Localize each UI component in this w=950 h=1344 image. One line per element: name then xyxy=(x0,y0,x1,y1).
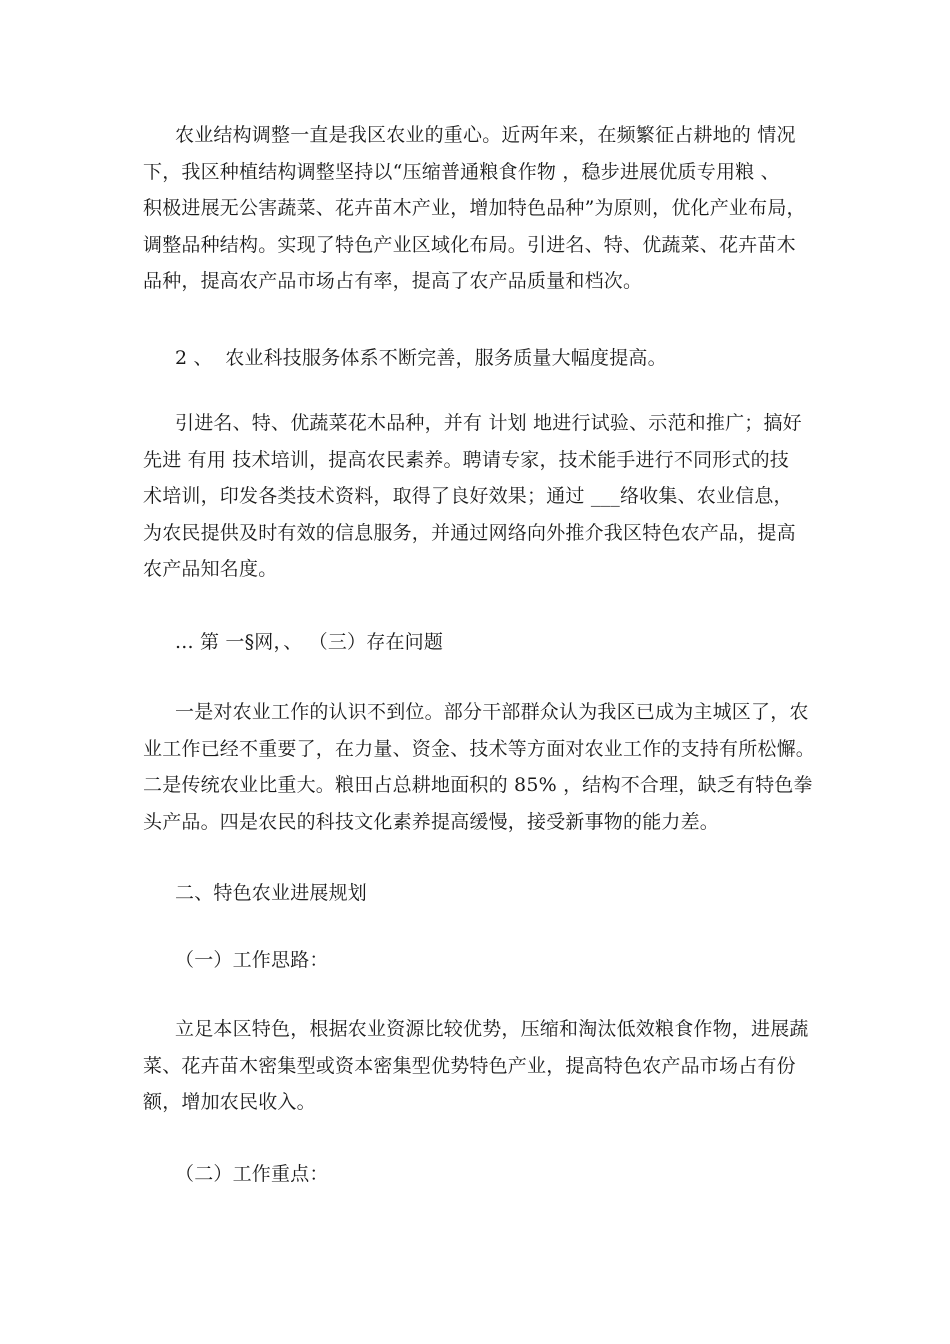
text-line: 2 、 农业科技服务体系不断完善，服务质量大幅度提高。 xyxy=(175,347,667,369)
text-line: 术培训，印发各类技术资料，取得了良好效果；通过 ___络收集、农业信息， xyxy=(143,485,793,507)
text-line: 额，增加农民收入。 xyxy=(143,1091,316,1113)
paragraph-work-approach xyxy=(143,1011,815,1121)
text-line: 下，我区种植结构调整坚持以“压缩普通粮食作物 ，稳步进展优质专用粮 、 xyxy=(143,160,780,183)
text-line: 二是传统农业比重大。粮田占总耕地面积的 85% ，结构不合理，缺乏有特色拳 xyxy=(143,774,813,796)
heading-tech-service xyxy=(143,340,815,377)
text-line: （二）工作重点： xyxy=(175,1163,329,1185)
text-line: 农业结构调整一直是我区农业的重心。近两年来，在频繁征占耕地的 情况 xyxy=(175,124,796,146)
text-line: 立足本区特色，根据农业资源比较优势，压缩和淘汰低效粮食作物，进展蔬 xyxy=(175,1018,809,1040)
text-line: 头产品。四是农民的科技文化素养提高缓慢，接受新事物的能力差。 xyxy=(143,810,720,833)
text-line: （一）工作思路： xyxy=(175,949,329,971)
paragraph-problems xyxy=(143,694,815,840)
heading-development-plan xyxy=(143,875,815,912)
text-line: 农产品知名度。 xyxy=(143,558,278,580)
text-line: 品种，提高农产品市场占有率，提高了农产品质量和档次。 xyxy=(143,270,643,292)
text-line: 菜、花卉苗木密集型或资本密集型优势特色产业，提高特色农产品市场占有份 xyxy=(143,1054,796,1077)
heading-work-focus xyxy=(143,1156,815,1193)
text-line: 引进名、特、优蔬菜花木品种，并有 计划 地进行试验、示范和推广；搞好 xyxy=(175,412,802,434)
text-line: 二、特色农业进展规划 xyxy=(175,882,368,904)
text-line: 一是对农业工作的认识不到位。部分干部群众认为我区已成为主城区了，农 xyxy=(175,701,809,723)
heading-existing-problems xyxy=(143,624,815,661)
paragraph-tech-promotion xyxy=(143,405,815,588)
text-line: 积极进展无公害蔬菜、花卉苗木产业，增加特色品种”为原则，优化产业布局， xyxy=(143,197,806,219)
heading-work-approach xyxy=(143,942,815,979)
paragraph-structure-adjustment xyxy=(143,117,815,300)
text-line: 为农民提供及时有效的信息服务，并通过网络向外推介我区特色农产品，提高 xyxy=(143,521,796,544)
text-line: 业工作已经不重要了，在力量、资金、技术等方面对农业工作的支持有所松懈。 xyxy=(143,737,816,760)
text-line: 调整品种结构。实现了特色产业区域化布局。引进名、特、优蔬菜、花卉苗木 xyxy=(143,233,796,256)
text-line: 先进 有用 技术培训，提高农民素养。聘请专家，技术能手进行不同形式的技 xyxy=(143,448,790,471)
text-line: ... 第 一§网，、 （三）存在问题 xyxy=(175,631,444,653)
